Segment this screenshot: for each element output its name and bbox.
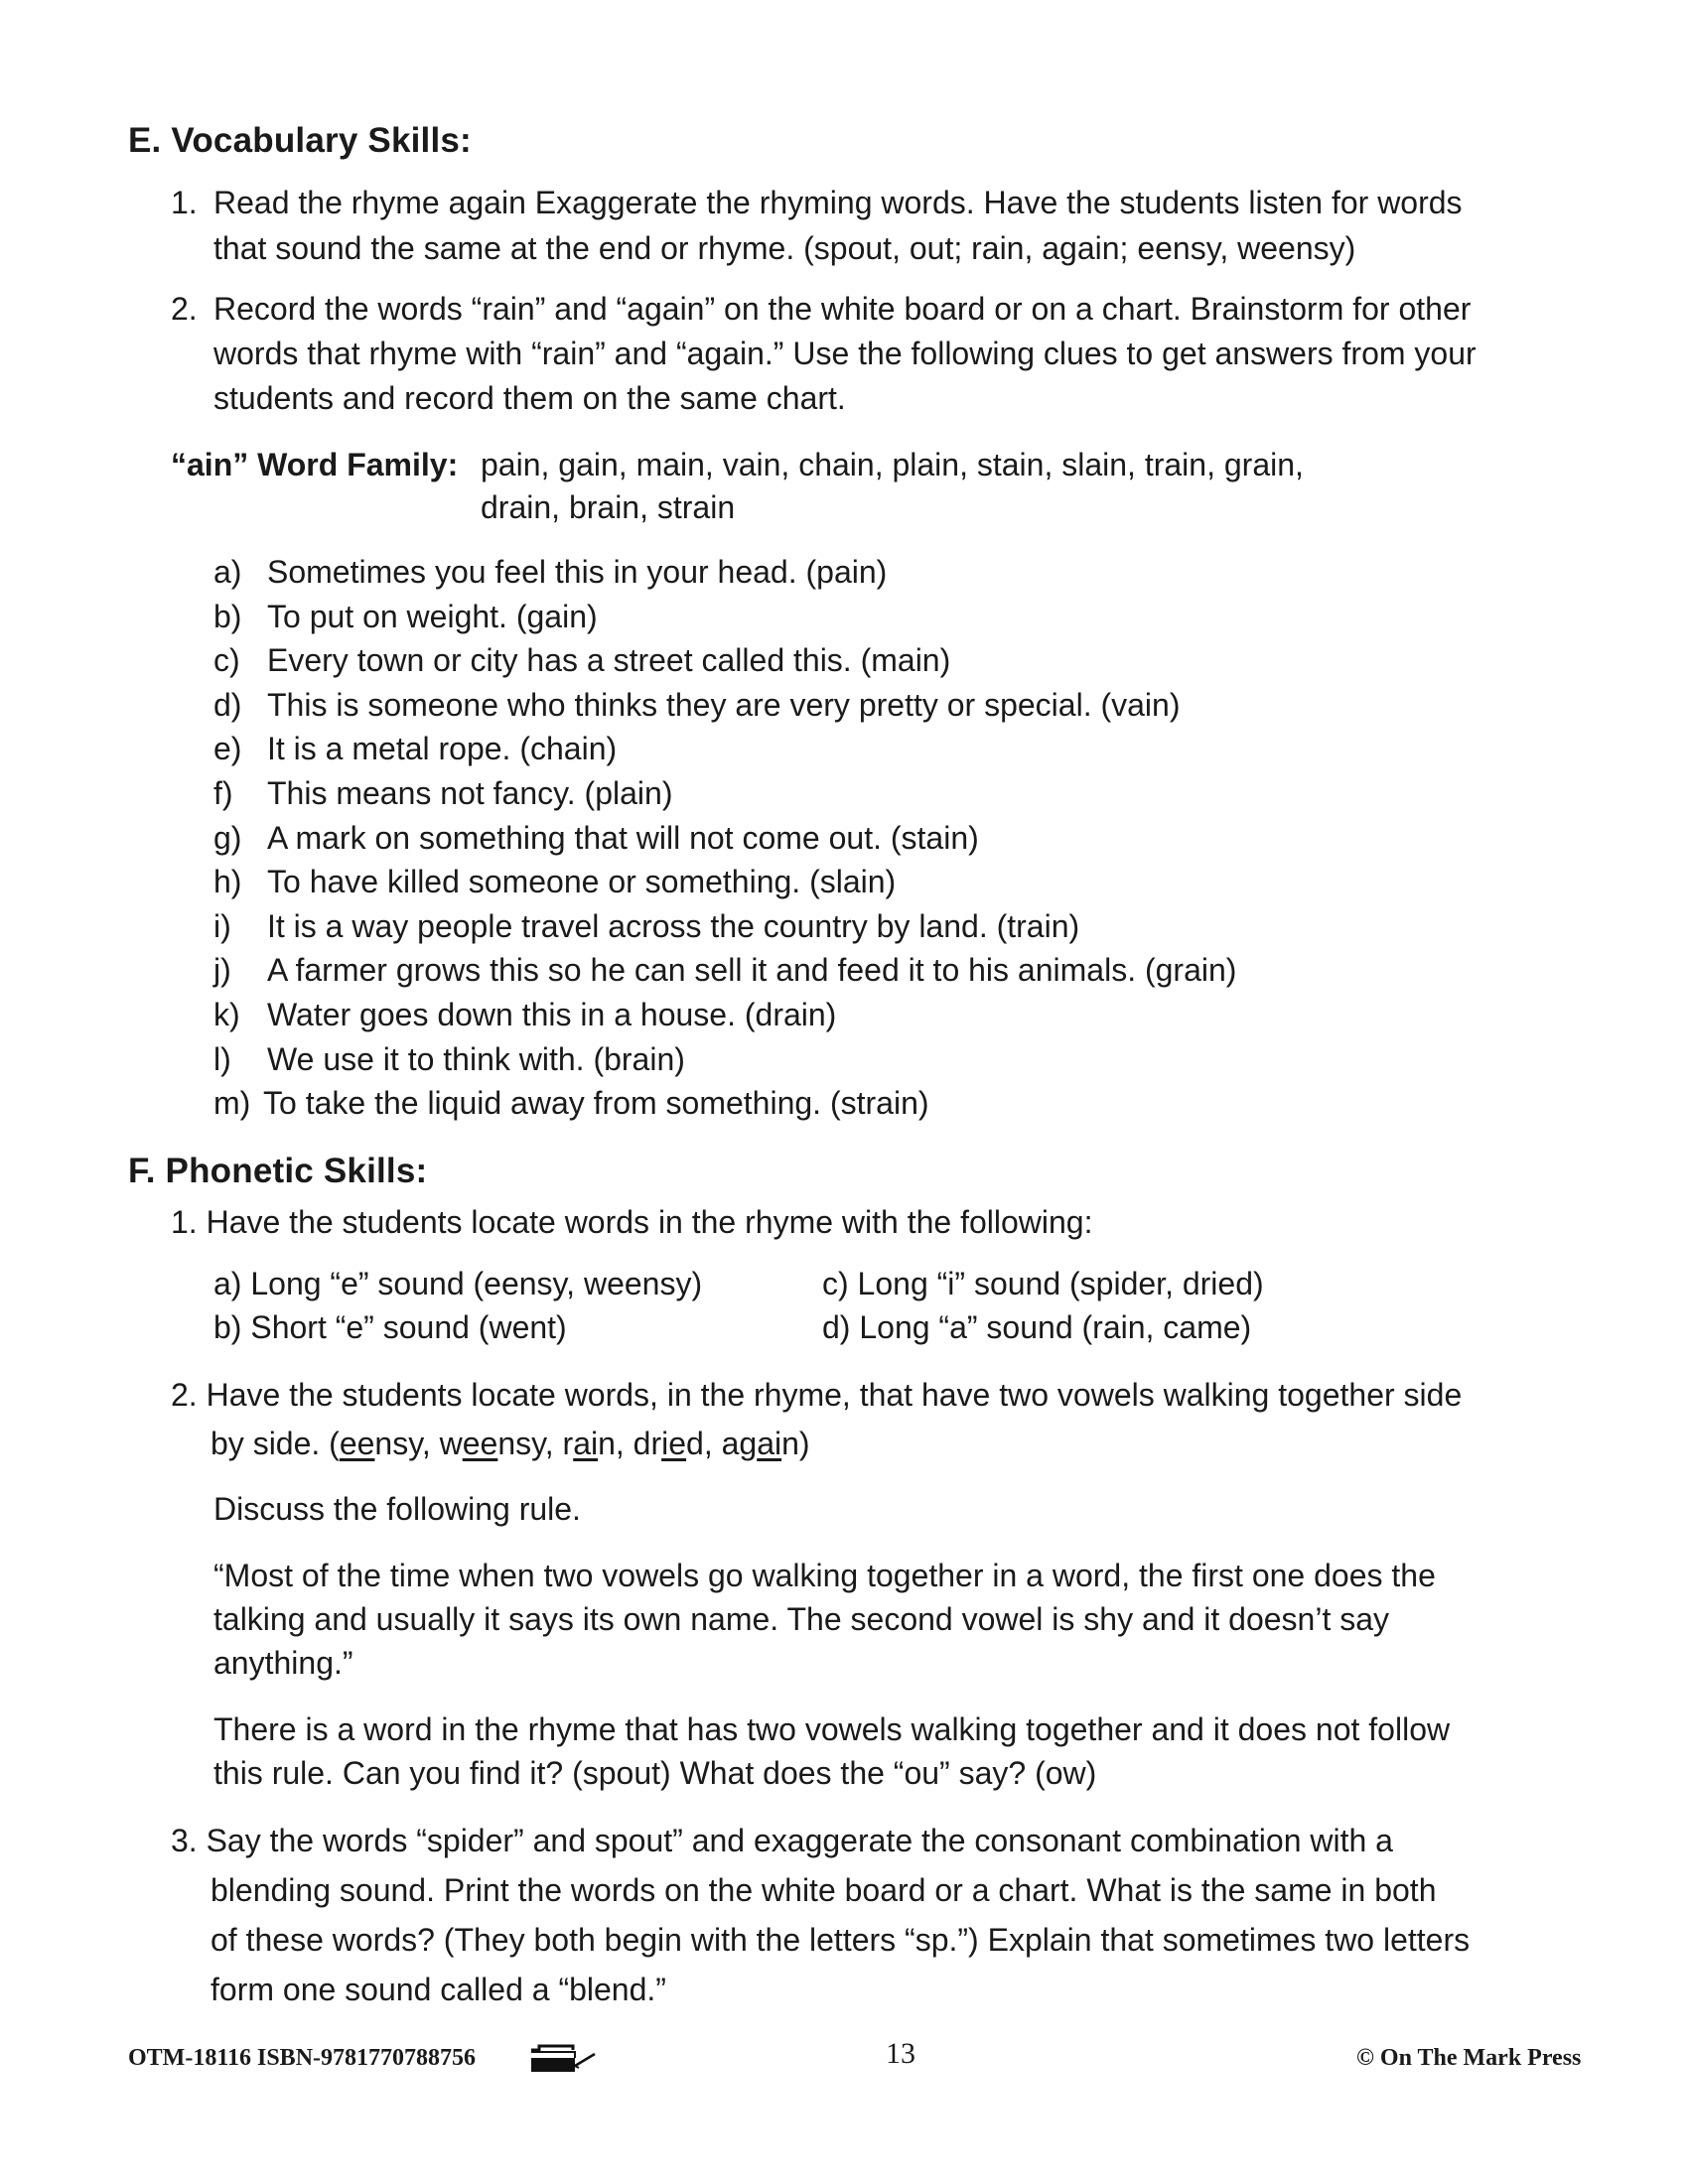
word-family-line2: drain, brain, strain xyxy=(481,489,736,525)
clue-letter: f) xyxy=(213,775,233,811)
f-item1-a: a) Long “e” sound (eensy, weensy) xyxy=(213,1266,703,1301)
vowel-pair-word xyxy=(440,1426,545,1461)
underlined-vowels: ee xyxy=(462,1426,498,1461)
clue-letter: m) xyxy=(213,1085,251,1121)
clue-text: Water goes down this in a house. (drain) xyxy=(267,997,837,1032)
rule-quote-line2: talking and usually it says its own name. The second vowel is shy and it doesn’t say xyxy=(213,1601,1390,1637)
f-item1-text: 1. Have the students locate words in the rhyme with the following: xyxy=(171,1204,1093,1240)
f-item3-line1: 3. Say the words “spider” and spout” and exaggerate the consonant combination with a xyxy=(171,1823,1393,1858)
clue-text: It is a metal rope. (chain) xyxy=(267,731,618,766)
clue-text: This means not fancy. (plain) xyxy=(267,775,673,811)
word-part: n xyxy=(781,1426,799,1461)
exception-line2: this rule. Can you find it? (spout) What does the “ou” say? (ow) xyxy=(213,1755,1097,1791)
clue-text: To take the liquid away from something. (strain) xyxy=(263,1085,929,1121)
e-item2-line2: words that rhyme with “rain” and “again.” Use the following clues to get answers from your xyxy=(213,336,1477,371)
page-number: 13 xyxy=(886,2037,915,2070)
f-item3-line3: of these words? (They both begin with the letters “sp.”) Explain that sometimes two letters xyxy=(211,1922,1471,1958)
e-item1-number: 1. xyxy=(171,185,198,220)
clue-letter: e) xyxy=(213,731,242,766)
f-item3-line2: blending sound. Print the words on the white board or a chart. What is the same in both xyxy=(211,1872,1437,1908)
clue-letter: c) xyxy=(213,642,240,678)
clue-text: A mark on something that will not come out. (stain) xyxy=(267,820,979,856)
word-part: dr xyxy=(633,1426,662,1461)
clue-letter: l) xyxy=(213,1041,231,1077)
clue-text: Sometimes you feel this in your head. (pain) xyxy=(267,554,888,590)
book-pencil-icon xyxy=(529,2040,599,2076)
f-item2-line2: by side. (eensy, weensy, rain, dried, again) xyxy=(211,1426,810,1461)
clue-letter: h) xyxy=(213,864,242,899)
footer-publisher: © On The Mark Press xyxy=(1356,2045,1582,2071)
footer-code: OTM-18116 ISBN-9781770788756 xyxy=(128,2045,477,2071)
clue-text: This is someone who thinks they are very pretty or special. (vain) xyxy=(267,687,1181,723)
f-item1-d: d) Long “a” sound (rain, came) xyxy=(822,1309,1252,1345)
f-item1-b: b) Short “e” sound (went) xyxy=(213,1309,567,1345)
e-item2-line1: Record the words “rain” and “again” on the white board or on a chart. Brainstorm for other xyxy=(213,291,1472,327)
word-part: nsy xyxy=(497,1426,545,1461)
f-item1-c: c) Long “i” sound (spider, dried) xyxy=(822,1266,1264,1301)
word-family-label: “ain” Word Family: xyxy=(171,447,459,482)
underlined-vowels: ai xyxy=(757,1426,782,1461)
line-suffix: ) xyxy=(798,1426,810,1461)
clue-letter: k) xyxy=(213,997,240,1032)
clue-letter: a) xyxy=(213,554,242,590)
e-item1-line2: that sound the same at the end or rhyme. (spout, out; rain, again; eensy, weensy) xyxy=(213,230,1356,266)
exception-line1: There is a word in the rhyme that has two vowels walking together and it does not follow xyxy=(213,1711,1451,1747)
clue-text: We use it to think with. (brain) xyxy=(267,1041,685,1077)
clue-text: A farmer grows this so he can sell it and feed it to his animals. (grain) xyxy=(267,952,1237,988)
section-f-heading: F. Phonetic Skills: xyxy=(128,1152,428,1190)
discuss-rule-text: Discuss the following rule. xyxy=(213,1491,581,1527)
underlined-vowels: ai xyxy=(573,1426,599,1461)
clue-letter: g) xyxy=(213,820,242,856)
word-part: r xyxy=(562,1426,574,1461)
f-item2-line1: 2. Have the students locate words, in the rhyme, that have two vowels walking together side xyxy=(171,1377,1463,1413)
line-prefix: by side. ( xyxy=(211,1426,340,1461)
underlined-vowels: ee xyxy=(339,1426,375,1461)
clue-letter: j) xyxy=(213,952,231,988)
word-part: w xyxy=(439,1426,463,1461)
clue-text: To put on weight. (gain) xyxy=(267,599,598,634)
vowel-pair-word xyxy=(722,1426,799,1461)
section-e-heading: E. Vocabulary Skills: xyxy=(128,121,472,160)
e-item2-line3: students and record them on the same chart. xyxy=(213,380,846,416)
word-part: d xyxy=(686,1426,704,1461)
clue-text: Every town or city has a street called this. (main) xyxy=(267,642,951,678)
word-part: nsy xyxy=(374,1426,422,1461)
word-part: n xyxy=(598,1426,616,1461)
clue-letter: i) xyxy=(213,908,231,944)
clue-letter: b) xyxy=(213,599,242,634)
word-family-line1: pain, gain, main, vain, chain, plain, stain, slain, train, grain, xyxy=(481,447,1304,482)
underlined-vowels: ie xyxy=(661,1426,687,1461)
f-item3-line4: form one sound called a “blend.” xyxy=(211,1972,666,2007)
rule-quote-line1: “Most of the time when two vowels go walking together in a word, the first one does the xyxy=(213,1558,1436,1593)
clue-text: To have killed someone or something. (slain) xyxy=(267,864,897,899)
rule-quote-line3: anything.” xyxy=(213,1645,353,1681)
vowel-pair-word xyxy=(633,1426,704,1461)
e-item1-line1: Read the rhyme again Exaggerate the rhyming words. Have the students listen for words xyxy=(213,185,1463,220)
e-item2-number: 2. xyxy=(171,291,198,327)
vowel-pair-word xyxy=(340,1426,422,1461)
vowel-pair-word xyxy=(563,1426,616,1461)
clue-letter: d) xyxy=(213,687,242,723)
clue-text: It is a way people travel across the country by land. (train) xyxy=(267,908,1080,944)
word-part: ag xyxy=(721,1426,758,1461)
